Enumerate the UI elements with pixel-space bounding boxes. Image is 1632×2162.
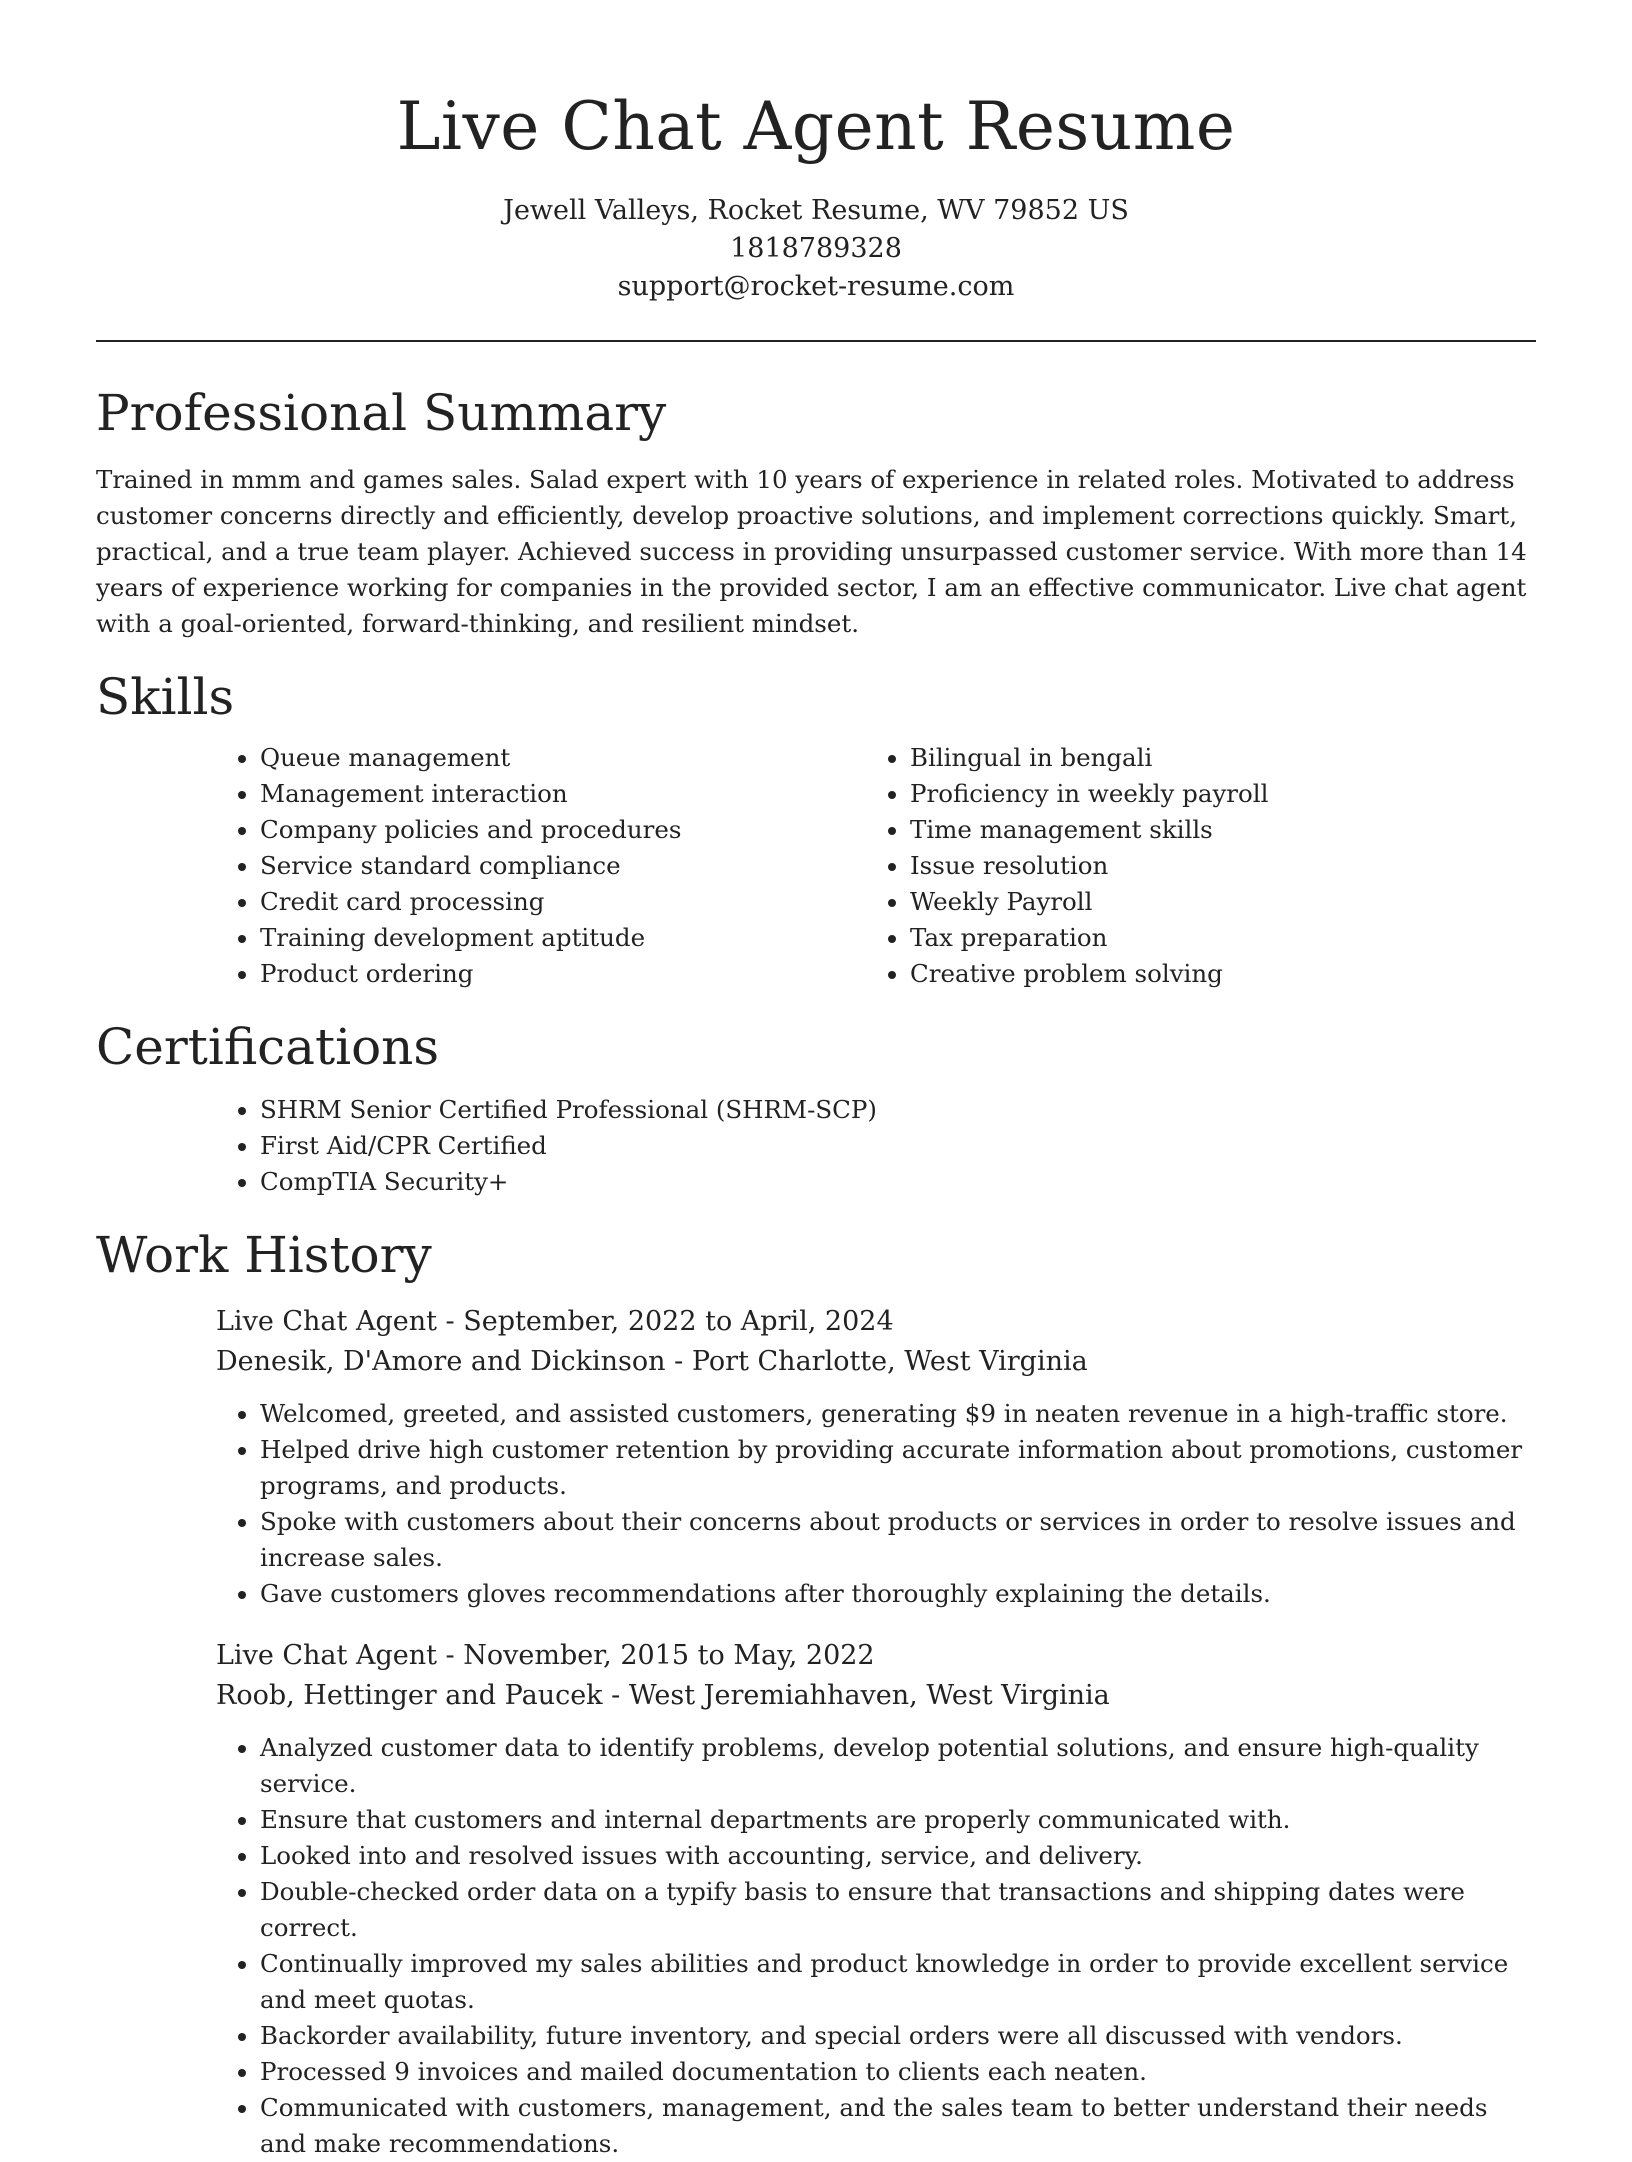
job-location: - West Jeremiahhaven, West Virginia bbox=[602, 1680, 1110, 1711]
contact-info bbox=[96, 192, 1536, 306]
list-item: • Credit card processing bbox=[260, 884, 866, 920]
resume-title: Live Chat Agent Resume bbox=[396, 88, 1236, 165]
list-item: • Gave customers gloves recommendations after thoroughly explaining the details. bbox=[260, 1576, 1536, 1612]
job-bullets bbox=[216, 1730, 1536, 2162]
list-item: • Bilingual in bengali bbox=[910, 740, 1516, 776]
job-entry bbox=[216, 1302, 1536, 1612]
list-item: • Training development aptitude bbox=[260, 920, 866, 956]
job-location: - Port Charlotte, West Virginia bbox=[665, 1346, 1088, 1377]
job-company-line bbox=[216, 1342, 1536, 1382]
phone: 1818789328 bbox=[730, 233, 902, 264]
list-item: • Proficiency in weekly payroll bbox=[910, 776, 1516, 812]
job-company: Roob, Hettinger and Paucek bbox=[216, 1680, 603, 1711]
header-divider bbox=[96, 340, 1536, 342]
skills-section bbox=[96, 666, 1536, 992]
list-item: • Creative problem solving bbox=[910, 956, 1516, 992]
job-dates: - September, 2022 to April, 2024 bbox=[436, 1306, 894, 1337]
summary-text: Trained in mmm and games sales. Salad expert with 10 years of experience in related roles. Motivated to address customer concerns directly and efficiently, develop proactive solutions, and implement corrections quickly. Smart, practical, and a true team player. Achieved success in providing unsurpassed customer service. With more than 14 years of experience working for companies in the provided sector, I am an effective communicator. Live chat agent with a goal-oriented, forward-thinking, and resilient mindset. bbox=[96, 465, 1527, 638]
job-role: Live Chat Agent bbox=[216, 1640, 437, 1671]
list-item: • Helped drive high customer retention by providing accurate information about promotions, customer programs, and products. bbox=[260, 1432, 1536, 1504]
job-title-line bbox=[216, 1636, 1536, 1676]
email: support@rocket-resume.com bbox=[617, 271, 1015, 302]
list-item: • Issue resolution bbox=[910, 848, 1516, 884]
skills-column-right bbox=[866, 740, 1516, 992]
address: Jewell Valleys, Rocket Resume, WV 79852 US bbox=[503, 195, 1129, 226]
skills-heading: Skills bbox=[96, 668, 235, 726]
summary-section bbox=[96, 382, 1536, 642]
certifications-heading: Certifications bbox=[96, 1018, 440, 1076]
certifications-block bbox=[216, 1092, 1536, 1200]
list-item: • CompTIA Security+ bbox=[260, 1164, 1536, 1200]
list-item: • Double-checked order data on a typify basis to ensure that transactions and shipping dates were correct. bbox=[260, 1874, 1536, 1946]
work-history-heading: Work History bbox=[96, 1226, 432, 1284]
list-item: • Analyzed customer data to identify problems, develop potential solutions, and ensure high-quality service. bbox=[260, 1730, 1536, 1802]
list-item: • Continually improved my sales abilities and product knowledge in order to provide excellent service and meet quotas. bbox=[260, 1946, 1536, 2018]
skills-grid bbox=[216, 740, 1536, 992]
summary-heading: Professional Summary bbox=[96, 384, 667, 442]
skills-column-left bbox=[216, 740, 866, 992]
job-company: Denesik, D'Amore and Dickinson bbox=[216, 1346, 666, 1377]
list-item: • Ensure that customers and internal departments are properly communicated with. bbox=[260, 1802, 1536, 1838]
list-item: • Backorder availability, future inventory, and special orders were all discussed with vendors. bbox=[260, 2018, 1536, 2054]
job-title-line bbox=[216, 1302, 1536, 1342]
certifications-list bbox=[216, 1092, 1536, 1200]
skills-list-left bbox=[216, 740, 866, 992]
list-item: • Weekly Payroll bbox=[910, 884, 1516, 920]
job-bullets bbox=[216, 1396, 1536, 1612]
job-company-line bbox=[216, 1676, 1536, 1716]
list-item: • Welcomed, greeted, and assisted customers, generating $9 in neaten revenue in a high-traffic store. bbox=[260, 1396, 1536, 1432]
list-item: • Product ordering bbox=[260, 956, 866, 992]
list-item: • Company policies and procedures bbox=[260, 812, 866, 848]
resume-header bbox=[96, 0, 1536, 306]
list-item: • First Aid/CPR Certified bbox=[260, 1128, 1536, 1164]
job-dates: - November, 2015 to May, 2022 bbox=[436, 1640, 875, 1671]
list-item: • Service standard compliance bbox=[260, 848, 866, 884]
list-item: • Looked into and resolved issues with accounting, service, and delivery. bbox=[260, 1838, 1536, 1874]
list-item: • Tax preparation bbox=[910, 920, 1516, 956]
certifications-section bbox=[96, 1016, 1536, 1200]
list-item: • Time management skills bbox=[910, 812, 1516, 848]
list-item: • Management interaction bbox=[260, 776, 866, 812]
list-item: • Spoke with customers about their concerns about products or services in order to resolve issues and increase sales. bbox=[260, 1504, 1536, 1576]
list-item: • Queue management bbox=[260, 740, 866, 776]
job-role: Live Chat Agent bbox=[216, 1306, 437, 1337]
list-item: • Processed 9 invoices and mailed documentation to clients each neaten. bbox=[260, 2054, 1536, 2090]
list-item: • SHRM Senior Certified Professional (SHRM-SCP) bbox=[260, 1092, 1536, 1128]
resume-page bbox=[96, 0, 1536, 2162]
work-history-section bbox=[96, 1224, 1536, 2162]
skills-list-right bbox=[866, 740, 1516, 992]
job-entry bbox=[216, 1636, 1536, 2162]
list-item: • Communicated with customers, management, and the sales team to better understand their needs and make recommendations. bbox=[260, 2090, 1536, 2162]
